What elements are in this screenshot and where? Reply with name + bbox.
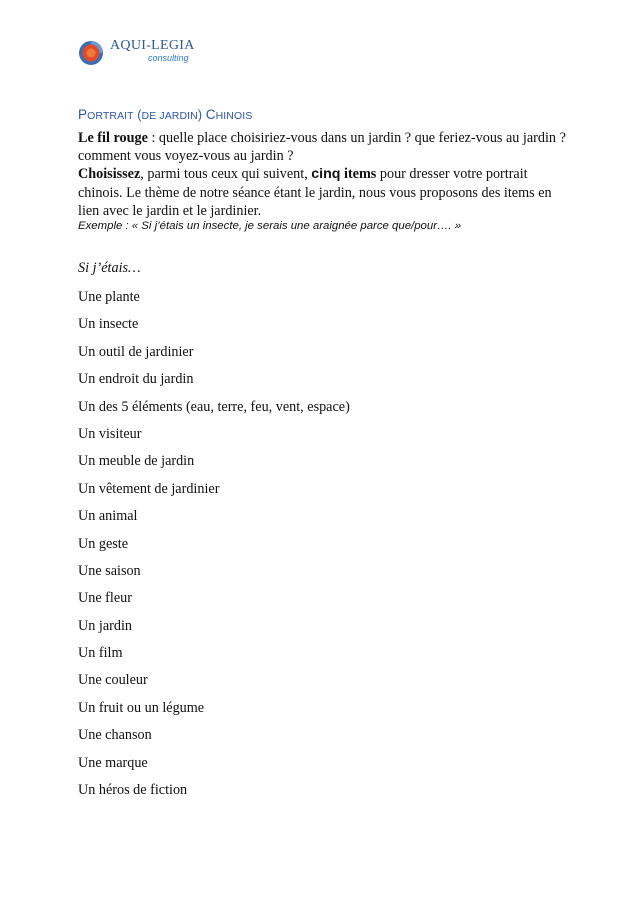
logo-name: AQUI-LEGIA xyxy=(110,38,195,53)
list-item: Un animal xyxy=(78,508,138,525)
list-item: Un héros de fiction xyxy=(78,782,188,799)
list-item: Un outil de jardinier xyxy=(78,343,194,360)
list-item: Un film xyxy=(78,645,123,662)
items-list xyxy=(78,288,350,808)
list-item: Un des 5 éléments (eau, terre, feu, vent, espace) xyxy=(78,398,350,415)
list-item: Un jardin xyxy=(78,617,132,634)
title-part: ) xyxy=(197,108,206,122)
logo-subtitle: consulting xyxy=(148,53,189,63)
intro-strong-items: items xyxy=(340,166,377,183)
list-item: Un vêtement de jardinier xyxy=(78,480,220,497)
title-part: HINOIS xyxy=(215,110,253,122)
intro-label-choisissez: Choisissez xyxy=(78,166,141,183)
list-item: Un insecte xyxy=(78,316,139,333)
list-item: Un meuble de jardin xyxy=(78,453,195,470)
list-item: Un fruit ou un légume xyxy=(78,699,205,716)
intro-text xyxy=(78,129,568,220)
list-item: Une fleur xyxy=(78,590,132,607)
intro-paragraph-2 xyxy=(78,165,568,220)
intro-text-1: : quelle place choisiriez-vous dans un jardin ? que feriez-vous au jardin ? comment vous voyez-vous au jardin ? xyxy=(78,130,566,165)
intro-text-2a: , parmi tous ceux qui suivent, xyxy=(140,166,312,183)
title-part: P xyxy=(78,107,88,122)
list-item: Une couleur xyxy=(78,672,148,689)
list-item: Un endroit du jardin xyxy=(78,371,194,388)
list-item: Une marque xyxy=(78,754,148,771)
title-part: ( xyxy=(133,108,142,122)
intro-paragraph-1 xyxy=(78,129,568,165)
list-lead: Si j’étais… xyxy=(78,260,141,276)
title-part: ORTRAIT xyxy=(87,110,134,122)
list-item: Un geste xyxy=(78,535,129,552)
list-item: Un visiteur xyxy=(78,425,142,442)
list-item: Une chanson xyxy=(78,727,152,744)
intro-strong-cinq: cinq xyxy=(311,166,341,183)
list-item: Une plante xyxy=(78,289,140,305)
intro-label-fil-rouge: Le fil rouge xyxy=(78,130,148,146)
logo-mark-icon xyxy=(78,40,104,66)
example-text: Exemple : « Si j’étais un insecte, je serais une araignée parce que/pour…. » xyxy=(78,220,462,232)
title-part: DE JARDIN xyxy=(141,110,198,122)
page-title xyxy=(78,107,252,122)
list-item: Une saison xyxy=(78,562,141,579)
company-logo xyxy=(78,38,218,72)
intro-text-2b: pour dresser votre portrait chinois. Le thème de notre séance étant le jardin, nous vous proposons des items en lien avec le jardin et le jardinier. xyxy=(78,166,552,219)
title-part: C xyxy=(205,107,216,122)
